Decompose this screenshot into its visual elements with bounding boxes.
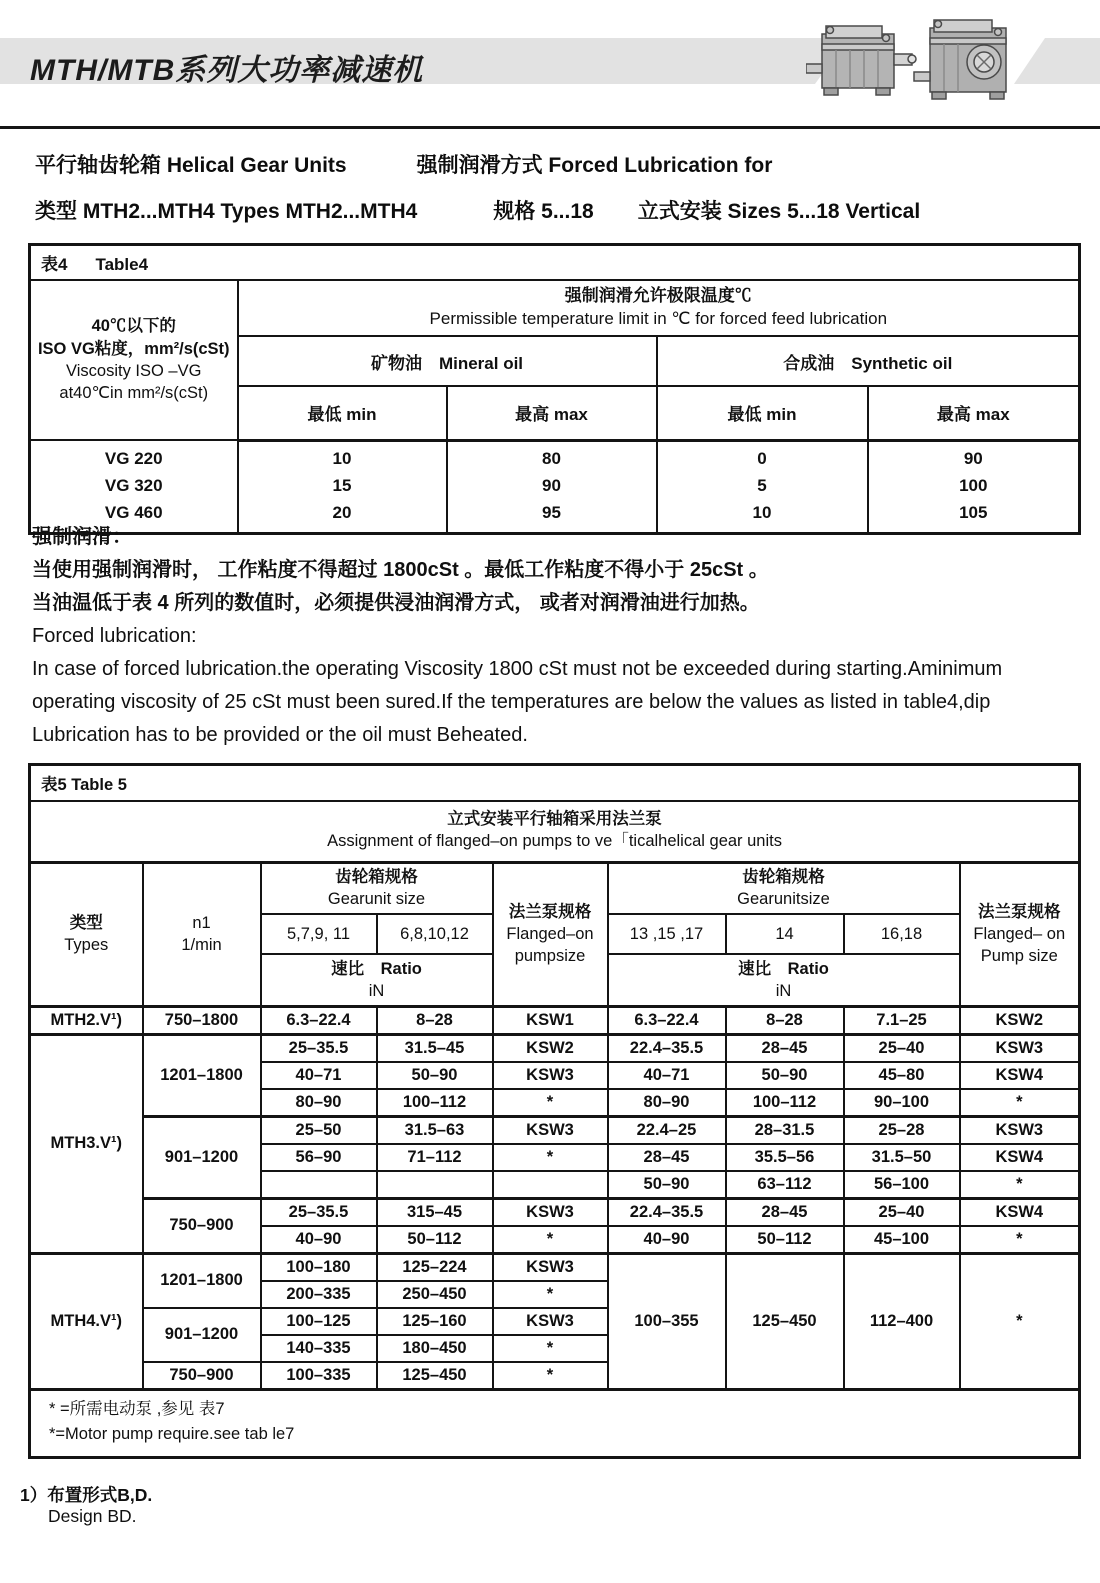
table-cell: * xyxy=(960,1226,1080,1254)
gearbox-photo-right xyxy=(914,20,1006,99)
table4 xyxy=(28,243,1081,535)
table5-section xyxy=(28,763,1081,1459)
gearunit-en: Gearunitsize xyxy=(737,890,830,909)
paragraph-en: operating viscosity of 25 cSt must been sured.If the temperatures are below the values as listed in table4,dip xyxy=(32,691,991,713)
intro-line2-sizes: 规格 5...18 xyxy=(493,200,594,223)
col-header-pump-left xyxy=(493,862,608,1006)
table-cell: * xyxy=(493,1144,608,1171)
table-cell: 25–40 xyxy=(844,1198,960,1226)
table-row xyxy=(30,1034,1080,1062)
table-cell: KSW4 xyxy=(960,1144,1080,1171)
synthetic-max-header: 最高 max xyxy=(868,386,1080,440)
table5-footnote xyxy=(30,1389,1080,1457)
footnote-zh: * =所需电动泵 ,参见 表7 xyxy=(49,1399,225,1418)
table-cell: 100 xyxy=(868,473,1080,500)
viscosity-line: ISO VG粘度，mm²/s(cSt) xyxy=(37,339,230,358)
table-cell: * xyxy=(493,1089,608,1117)
table-cell: 50–112 xyxy=(726,1226,844,1254)
table-cell: * xyxy=(493,1335,608,1362)
pump-zh: 法兰泵规格 xyxy=(508,902,592,921)
table-cell: 20 xyxy=(238,500,447,534)
table5 xyxy=(28,763,1081,1459)
table-cell xyxy=(261,1171,377,1199)
table-cell xyxy=(493,1171,608,1199)
col-header-gearunit-right xyxy=(608,862,960,914)
table-cell: 25–35.5 xyxy=(261,1198,377,1226)
vg-grade: VG 460 xyxy=(30,500,238,534)
pump-en: Flanged– on xyxy=(973,924,1066,943)
table-cell-merged: 112–400 xyxy=(844,1253,960,1389)
vg-grade: VG 320 xyxy=(30,473,238,500)
vg-grade: VG 220 xyxy=(30,440,238,473)
table4-row-vg220 xyxy=(30,440,1080,473)
table-cell: 100–112 xyxy=(377,1089,493,1117)
viscosity-line: at40℃in mm²/s(cSt) xyxy=(59,384,209,403)
table-cell: 25–28 xyxy=(844,1116,960,1144)
table-cell: * xyxy=(493,1281,608,1308)
ratio-label: 速比 Ratio xyxy=(738,959,829,978)
table-cell: 45–80 xyxy=(844,1062,960,1089)
table-cell: 95 xyxy=(447,500,657,534)
table-cell: 56–90 xyxy=(261,1144,377,1171)
col-header-n1 xyxy=(143,862,261,1006)
table-row xyxy=(30,1198,1080,1226)
table-cell: KSW3 xyxy=(960,1116,1080,1144)
table-cell: 315–45 xyxy=(377,1198,493,1226)
table-cell: * xyxy=(960,1171,1080,1199)
table-cell: KSW3 xyxy=(960,1034,1080,1062)
paragraph-zh: 当油温低于表 4 所列的数值时，必须提供浸油润滑方式， 或者对润滑油进行加热。 xyxy=(32,592,760,614)
ratio-header-right xyxy=(608,954,960,1006)
synthetic-min-header: 最低 min xyxy=(657,386,868,440)
mineral-min-header: 最低 min xyxy=(238,386,447,440)
table-cell: 15 xyxy=(238,473,447,500)
table-row xyxy=(30,1006,1080,1034)
table-cell: * xyxy=(493,1362,608,1390)
table-cell: KSW3 xyxy=(493,1308,608,1335)
table-cell: 125–450 xyxy=(377,1362,493,1390)
col-header-pump-right xyxy=(960,862,1080,1006)
table-cell: 5 xyxy=(657,473,868,500)
table-cell: 140–335 xyxy=(261,1335,377,1362)
table4-section xyxy=(28,243,1081,535)
type-label: MTH4.V¹) xyxy=(30,1253,143,1389)
table-cell: KSW4 xyxy=(960,1062,1080,1089)
table-row xyxy=(30,1253,1080,1281)
table5-title xyxy=(30,801,1080,862)
n1-range: 901–1200 xyxy=(143,1116,261,1198)
table4-viscosity-header xyxy=(30,280,238,440)
size-group-label: 16,18 xyxy=(844,914,960,954)
table4-caption-en: Table4 xyxy=(95,255,149,274)
pump-zh: 法兰泵规格 xyxy=(978,902,1061,921)
gearunit-zh: 齿轮箱规格 xyxy=(335,868,418,887)
n1-range: 1201–1800 xyxy=(143,1034,261,1116)
n1-range: 1201–1800 xyxy=(143,1253,261,1308)
table-cell: KSW3 xyxy=(493,1198,608,1226)
table-cell: 100–180 xyxy=(261,1253,377,1281)
table-cell xyxy=(377,1171,493,1199)
table-cell: KSW3 xyxy=(493,1062,608,1089)
header-band-right xyxy=(1014,38,1100,84)
col-header-types xyxy=(30,862,143,1006)
table-cell: 56–100 xyxy=(844,1171,960,1199)
table-cell: 125–224 xyxy=(377,1253,493,1281)
footnote-en: *=Motor pump require.see tab le7 xyxy=(49,1425,295,1444)
table-cell: 80–90 xyxy=(608,1089,726,1117)
temp-limit-zh: 强制润滑允许极限温度℃ xyxy=(564,286,752,306)
table-cell: 40–90 xyxy=(261,1226,377,1254)
paragraph-en: Lubrication has to be provided or the oil must Beheated. xyxy=(32,724,528,746)
gearbox-illustration xyxy=(806,14,1018,114)
table5-title-zh: 立式安装平行轴箱采用法兰泵 xyxy=(447,810,662,828)
intro-line2-vertical: 立式安装 Sizes 5...18 Vertical xyxy=(637,200,921,223)
type-label: MTH2.V¹) xyxy=(30,1006,143,1034)
table-cell: 90 xyxy=(447,473,657,500)
pump-en2: Pump size xyxy=(980,947,1058,966)
paragraph-zh: 强制润滑： xyxy=(32,526,132,548)
table-cell: 100–335 xyxy=(261,1362,377,1390)
table5-caption: 表5 Table 5 xyxy=(30,765,1080,802)
n1-symbol: n1 xyxy=(192,913,211,932)
intro-line-2 xyxy=(35,195,920,225)
table-cell: 50–90 xyxy=(608,1171,726,1199)
temp-limit-en: Permissible temperature limit in ℃ for forced feed lubrication xyxy=(429,309,888,328)
design-note-en: Design BD. xyxy=(48,1506,137,1526)
gearbox-photo-left xyxy=(806,26,916,95)
table-cell-merged: * xyxy=(960,1253,1080,1389)
n1-range: 750–1800 xyxy=(143,1006,261,1034)
gearunit-en: Gearunit size xyxy=(327,890,426,909)
table-cell: 7.1–25 xyxy=(844,1006,960,1034)
table-cell: 105 xyxy=(868,500,1080,534)
table-cell: 22.4–35.5 xyxy=(608,1198,726,1226)
table-cell: 250–450 xyxy=(377,1281,493,1308)
table-cell: 35.5–56 xyxy=(726,1144,844,1171)
table-cell: 8–28 xyxy=(726,1006,844,1034)
size-group-label: 14 xyxy=(726,914,844,954)
table-cell: 50–90 xyxy=(726,1062,844,1089)
n1-range: 901–1200 xyxy=(143,1308,261,1362)
ratio-symbol: iN xyxy=(775,981,792,1000)
table-cell: 22.4–25 xyxy=(608,1116,726,1144)
col-header-gearunit-left xyxy=(261,862,493,914)
table-cell: 90–100 xyxy=(844,1089,960,1117)
table-cell: 125–160 xyxy=(377,1308,493,1335)
table-cell-merged: 100–355 xyxy=(608,1253,726,1389)
table-cell: 31.5–45 xyxy=(377,1034,493,1062)
paragraph-en: In case of forced lubrication.the operating Viscosity 1800 cSt must not be exceeded during starting.Aminimum xyxy=(32,658,1003,680)
table4-row-vg320 xyxy=(30,473,1080,500)
intro-line1-left: 平行轴齿轮箱 Helical Gear Units xyxy=(35,154,347,177)
paragraph-zh: 当使用强制润滑时， 工作粘度不得超过 1800cSt 。最低工作粘度不得小于 25cSt 。 xyxy=(32,559,769,581)
table-cell: 40–71 xyxy=(608,1062,726,1089)
table-cell: 63–112 xyxy=(726,1171,844,1199)
table-cell: 100–125 xyxy=(261,1308,377,1335)
table-cell: 50–90 xyxy=(377,1062,493,1089)
viscosity-line: Viscosity ISO –VG xyxy=(66,362,202,380)
table-cell: 25–40 xyxy=(844,1034,960,1062)
table-cell: KSW3 xyxy=(493,1253,608,1281)
ratio-header-left xyxy=(261,954,493,1006)
table-cell: 25–50 xyxy=(261,1116,377,1144)
table-row xyxy=(30,1116,1080,1144)
header-divider xyxy=(0,126,1100,129)
pump-en2: pumpsize xyxy=(514,947,586,966)
table-cell: 6.3–22.4 xyxy=(261,1006,377,1034)
table4-caption xyxy=(30,245,1080,281)
intro-line-1 xyxy=(35,149,772,179)
intro-line2-types: 类型 MTH2...MTH4 Types MTH2...MTH4 xyxy=(35,200,418,223)
table-cell: 28–45 xyxy=(608,1144,726,1171)
intro-line1-right: 强制润滑方式 Forced Lubrication for xyxy=(416,154,773,177)
viscosity-line: 40℃以下的 xyxy=(91,317,176,336)
size-group-label: 5,7,9, 11 xyxy=(261,914,377,954)
table-cell: 10 xyxy=(238,440,447,473)
ratio-label: 速比 Ratio xyxy=(331,959,422,978)
table-cell: KSW1 xyxy=(493,1006,608,1034)
table-cell: KSW2 xyxy=(493,1034,608,1062)
table-cell: 28–45 xyxy=(726,1198,844,1226)
size-group-label: 6,8,10,12 xyxy=(377,914,493,954)
table-cell: 0 xyxy=(657,440,868,473)
table-cell: * xyxy=(960,1089,1080,1117)
table-cell: 71–112 xyxy=(377,1144,493,1171)
ratio-symbol: iN xyxy=(368,981,385,1000)
table-cell: * xyxy=(493,1226,608,1254)
table-cell: 50–112 xyxy=(377,1226,493,1254)
n1-range: 750–900 xyxy=(143,1362,261,1390)
size-group-label: 13 ,15 ,17 xyxy=(608,914,726,954)
table-cell: 180–450 xyxy=(377,1335,493,1362)
table4-temp-limit-header xyxy=(238,280,1080,336)
mineral-oil-header: 矿物油 Mineral oil xyxy=(238,336,657,386)
mineral-max-header: 最高 max xyxy=(447,386,657,440)
table-cell: 40–71 xyxy=(261,1062,377,1089)
table-cell: 6.3–22.4 xyxy=(608,1006,726,1034)
forced-lubrication-text xyxy=(32,521,1002,752)
table-cell: 40–90 xyxy=(608,1226,726,1254)
table5-title-en: Assignment of flanged–on pumps to ve「ticalhelical gear units xyxy=(327,832,782,851)
table-cell: 31.5–63 xyxy=(377,1116,493,1144)
n1-range: 750–900 xyxy=(143,1198,261,1253)
table-cell: 8–28 xyxy=(377,1006,493,1034)
table-cell-merged: 125–450 xyxy=(726,1253,844,1389)
n1-unit: 1/min xyxy=(181,936,222,955)
page-title: MTH/MTB系列大功率减速机 xyxy=(30,54,424,87)
types-en: Types xyxy=(64,936,109,955)
gearunit-zh: 齿轮箱规格 xyxy=(742,868,825,887)
table-cell: 45–100 xyxy=(844,1226,960,1254)
design-note-zh: 1）布置形式B,D. xyxy=(20,1485,153,1505)
table-cell: 80 xyxy=(447,440,657,473)
table4-caption-zh: 表4 xyxy=(41,255,68,274)
table-cell: 100–112 xyxy=(726,1089,844,1117)
table-cell: KSW2 xyxy=(960,1006,1080,1034)
table-cell: 25–35.5 xyxy=(261,1034,377,1062)
table-cell: 22.4–35.5 xyxy=(608,1034,726,1062)
table-cell: 80–90 xyxy=(261,1089,377,1117)
table-cell: 28–31.5 xyxy=(726,1116,844,1144)
synthetic-oil-header: 合成油 Synthetic oil xyxy=(657,336,1080,386)
table-cell: KSW3 xyxy=(493,1116,608,1144)
table-cell: 200–335 xyxy=(261,1281,377,1308)
table-cell: KSW4 xyxy=(960,1198,1080,1226)
pump-en: Flanged–on xyxy=(506,924,594,943)
table-cell: 10 xyxy=(657,500,868,534)
types-zh: 类型 xyxy=(69,913,103,932)
table-cell: 31.5–50 xyxy=(844,1144,960,1171)
type-label: MTH3.V¹) xyxy=(30,1034,143,1253)
paragraph-en: Forced lubrication: xyxy=(32,625,197,647)
table-cell: 28–45 xyxy=(726,1034,844,1062)
table-cell: 90 xyxy=(868,440,1080,473)
